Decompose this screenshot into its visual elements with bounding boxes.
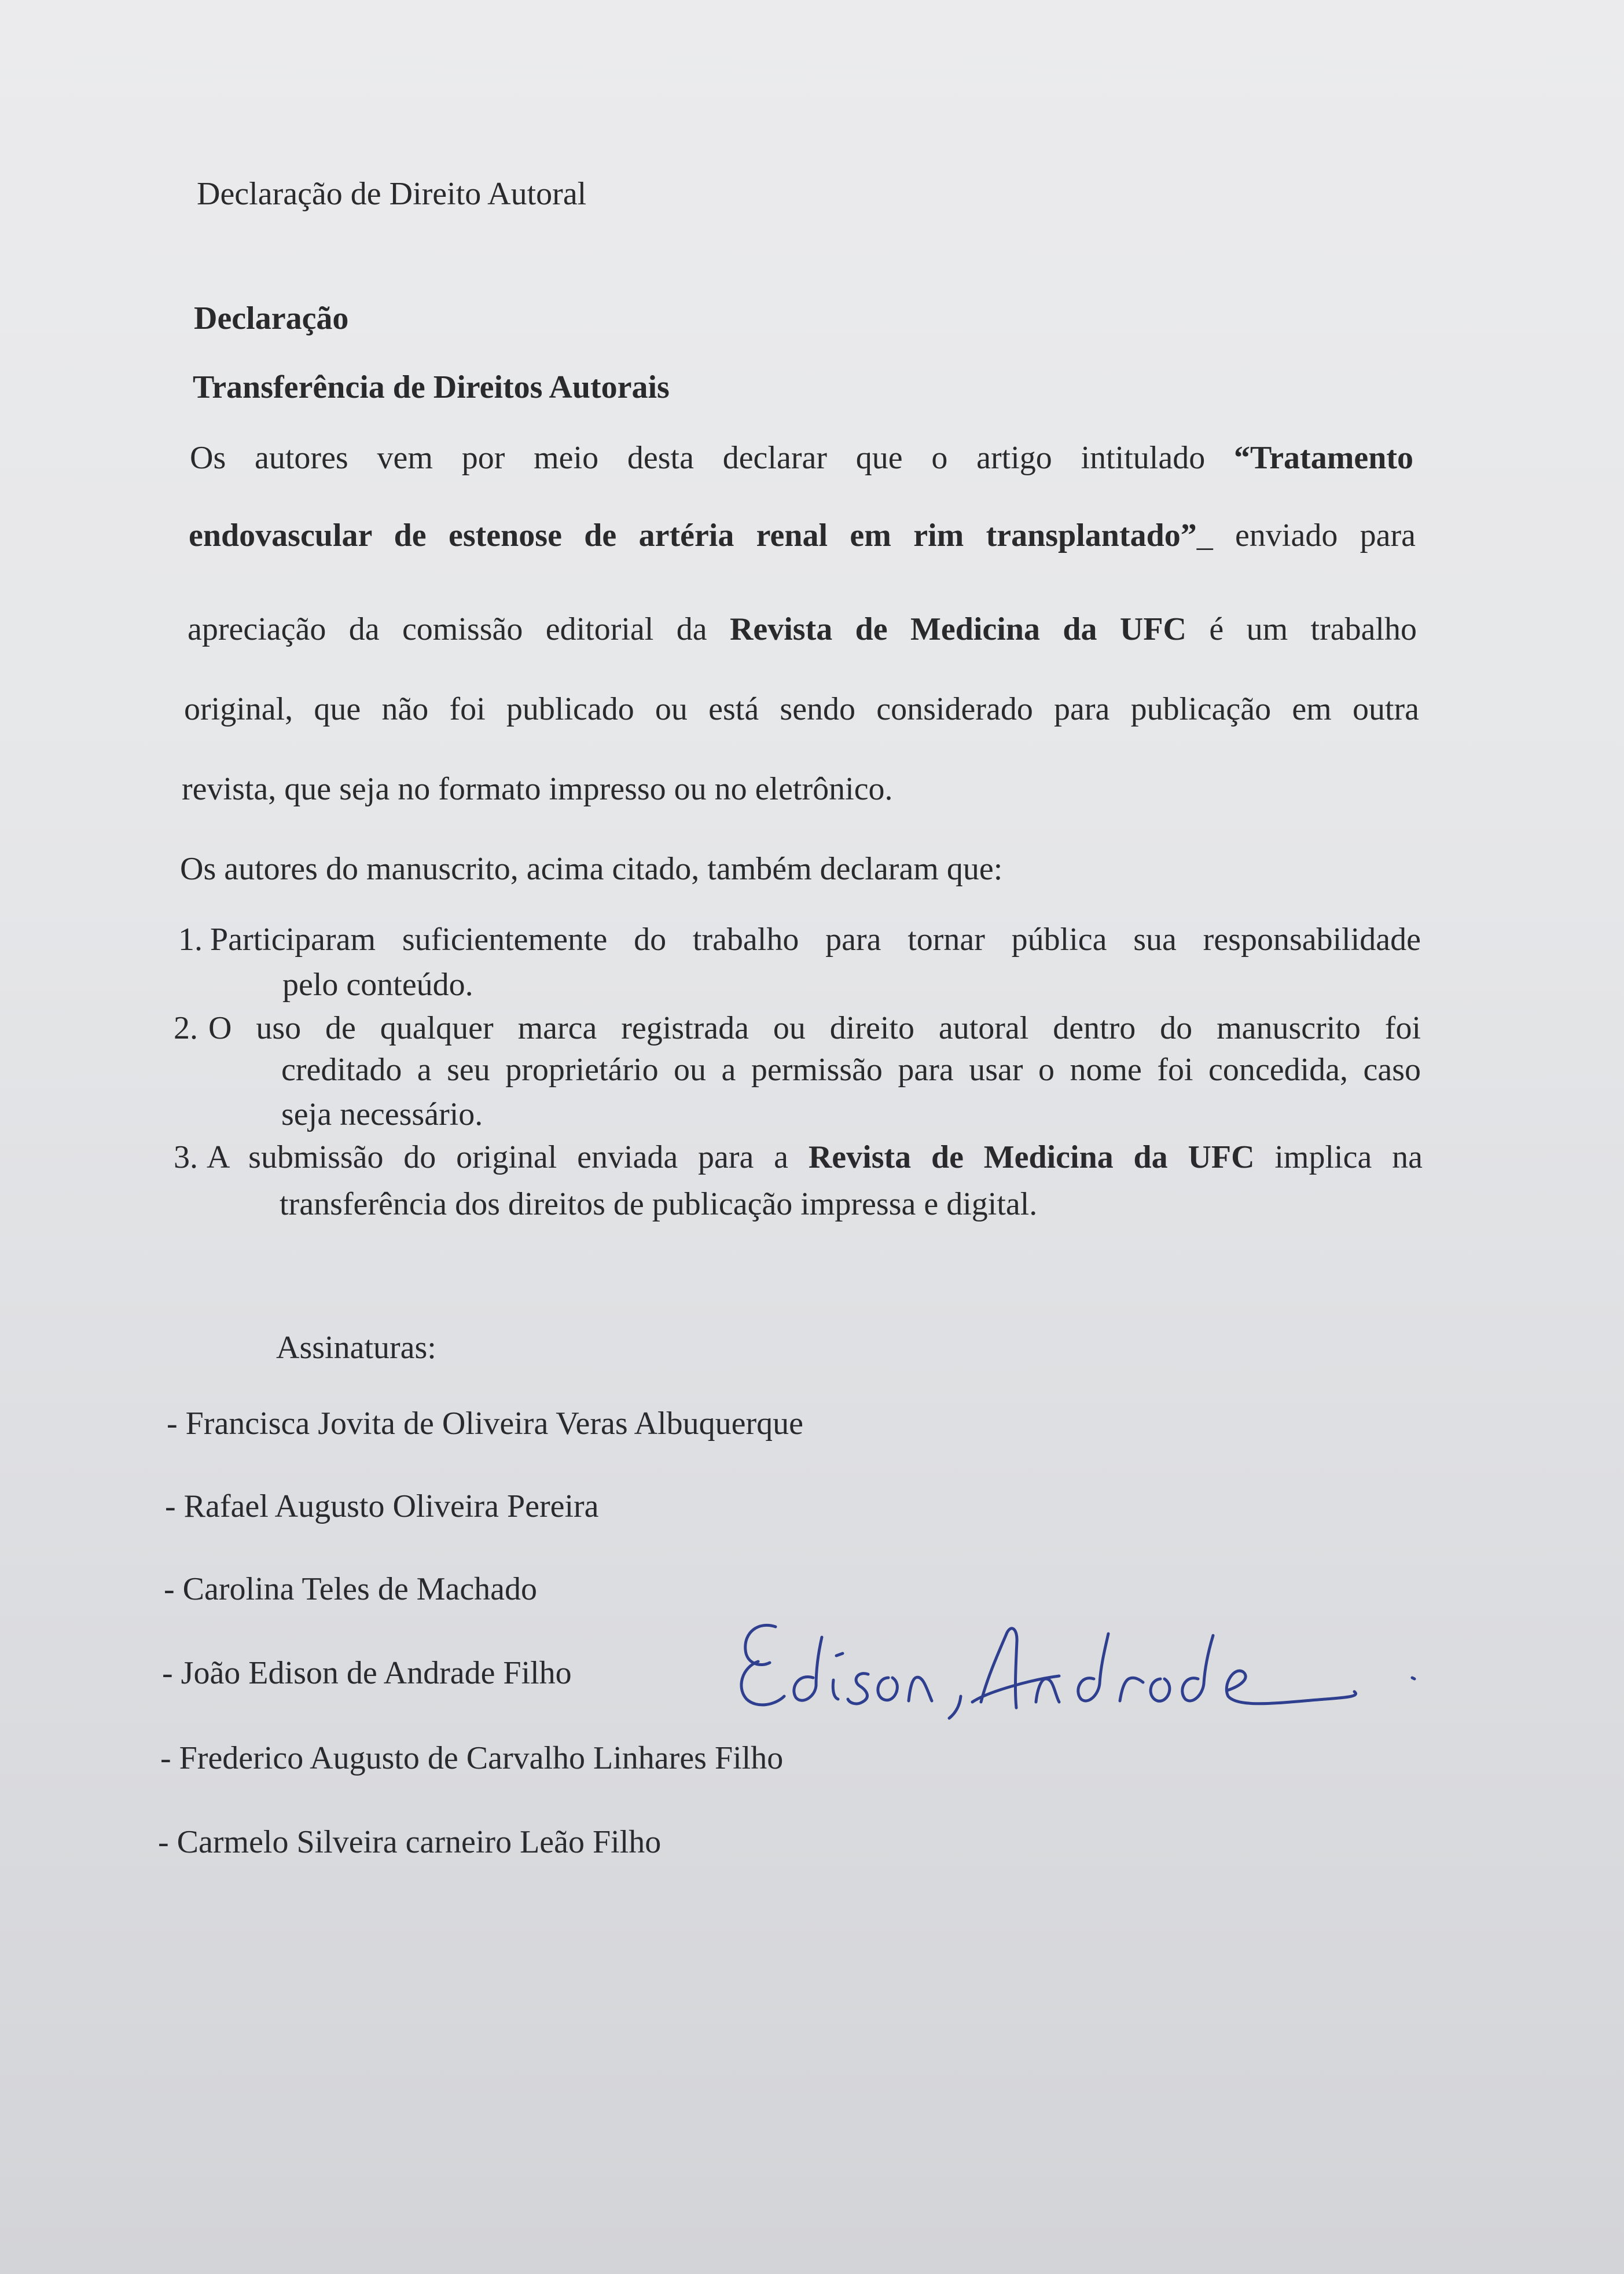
underscore-mark: _ xyxy=(1196,518,1213,553)
signature-stroke xyxy=(1078,1634,1108,1701)
paragraph1-line3 xyxy=(188,609,1417,650)
signature-stroke xyxy=(1226,1671,1355,1704)
signature-stroke xyxy=(833,1680,838,1699)
signatures-label: Assinaturas: xyxy=(276,1330,436,1366)
paragraph1-line2 xyxy=(189,515,1416,556)
list-item-1-line1: Participaram suficientemente do trabalho para tornar pública sua responsabilidade xyxy=(210,922,1421,958)
signatory-2: - Rafael Augusto Oliveira Pereira xyxy=(165,1488,599,1524)
signature-stroke xyxy=(949,1696,961,1718)
list-item-2-line3: seja necessário. xyxy=(281,1096,483,1132)
signature-stroke xyxy=(1036,1679,1059,1702)
signatory-6: - Carmelo Silveira carneiro Leão Filho xyxy=(158,1824,662,1860)
list-item-2-line1: O uso de qualquer marca registrada ou direito autoral dentro do manuscrito foi xyxy=(208,1010,1421,1046)
list-item-3-journal-name: Revista de Medicina da UFC xyxy=(808,1139,1255,1175)
signatory-3: - Carolina Teles de Machado xyxy=(164,1571,538,1607)
list-item-3-end: implica na xyxy=(1254,1139,1423,1175)
signature-stroke xyxy=(1412,1678,1414,1679)
list-item-3-line1 xyxy=(207,1137,1423,1178)
signature-strokes xyxy=(735,1609,1418,1743)
paragraph1-line5: revista, que seja no formato impresso ou no eletrônico. xyxy=(182,771,893,807)
paragraph1-line3-end: é um trabalho xyxy=(1186,611,1417,647)
list-item-2-line2: creditado a seu proprietário ou a permissão para usar o nome foi concedida, caso xyxy=(281,1052,1421,1088)
signature-stroke xyxy=(836,1653,843,1656)
signatory-5: - Frederico Augusto de Carvalho Linhares Filho xyxy=(160,1740,784,1776)
signature-stroke xyxy=(1120,1678,1143,1701)
section-title: Declaração xyxy=(194,300,349,336)
section-subtitle: Transferência de Direitos Autorais xyxy=(193,369,670,405)
list-item-1-line2: pelo conteúdo. xyxy=(282,967,473,1003)
handwritten-signature xyxy=(735,1609,1418,1743)
list-item-1-number: 1. xyxy=(178,922,203,958)
signatory-4: - João Edison de Andrade Filho xyxy=(162,1655,572,1691)
signature-stroke xyxy=(909,1677,932,1701)
document-header: Declaração de Direito Autoral xyxy=(197,176,587,212)
signature-stroke xyxy=(794,1637,822,1700)
signature-stroke xyxy=(741,1625,784,1705)
signatory-1: - Francisca Jovita de Oliveira Veras Albuquerque xyxy=(167,1406,803,1442)
list-item-3-number: 3. xyxy=(174,1139,198,1175)
signature-stroke xyxy=(1151,1679,1170,1701)
paragraph1-line4: original, que não foi publicado ou está sendo considerado para publicação em outra xyxy=(184,691,1419,727)
paragraph1-line1-text: Os autores vem por meio desta declarar que o artigo intitulado xyxy=(190,440,1234,476)
signature-stroke xyxy=(1182,1635,1213,1701)
signature-stroke xyxy=(878,1678,897,1700)
article-title-start: “Tratamento xyxy=(1234,440,1413,476)
list-item-3-line2: transferência dos direitos de publicação impressa e digital. xyxy=(280,1186,1038,1222)
paragraph1-line3-text: apreciação da comissão editorial da xyxy=(188,611,730,647)
list-item-3-text: A submissão do original enviada para a xyxy=(207,1139,809,1175)
paragraph2: Os autores do manuscrito, acima citado, também declaram que: xyxy=(180,851,1003,887)
list-item-2-number: 2. xyxy=(174,1010,198,1046)
paragraph1-line1 xyxy=(190,438,1413,478)
signature-stroke xyxy=(848,1674,868,1704)
article-title-end: endovascular de estenose de artéria renal em rim transplantado” xyxy=(189,518,1197,553)
journal-name: Revista de Medicina da UFC xyxy=(729,611,1186,647)
paragraph1-line2-text: enviado para xyxy=(1213,518,1416,553)
